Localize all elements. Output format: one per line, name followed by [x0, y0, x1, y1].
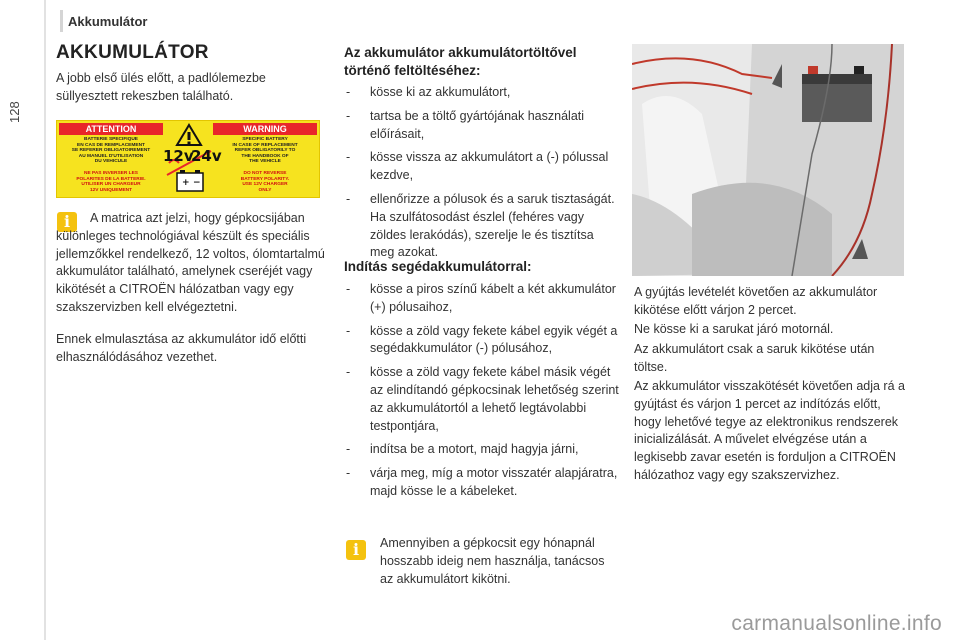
info-note-battery: A matrica azt jelzi, hogy gépkocsijában különleges technológiával készült és speciális jellemzőkkel rendelkező, 12 voltos, ólomtartalmú akkumulátor található, amelynek cseréjét vagy kikötését a CITROËN hálózatban vagy egy szakszervizben kell elvégeztetni. [56, 211, 325, 314]
list-item: - kösse a piros színű kábelt a két akkumulátor (+) pólusaihoz, [346, 282, 616, 314]
list-item: - tartsa be a töltő gyártójának használati előírásait, [346, 108, 585, 141]
label-24v: 24v [191, 147, 222, 165]
list-item: - kösse a zöld vagy fekete kábel másik végét az elindítandó gépkocsinak lehetőség szerint az akkumulátortól a lehető legtávolabbi testpontjára, [346, 365, 619, 433]
right-para-3: Az akkumulátort csak a saruk kikötése után töltse. [634, 342, 875, 374]
battery-warning-label [56, 120, 320, 198]
list-dash: - [346, 282, 351, 296]
list-item: - várja meg, míg a motor visszatér alapjáratra, majd kösse le a kábeleket. [346, 466, 618, 498]
label-fr-top: BATTERIE SPECIFIQUE EN CAS DE REMPLACEMENT SE REFERER OBLIGATOIREMENT AU MANUEL D'UTILISATION DU VEHICULE [71, 137, 151, 165]
info-icon: i [346, 540, 366, 560]
section-header: Akkumulátor [68, 14, 148, 29]
list-dash: - [346, 150, 351, 165]
list-dash: - [346, 108, 351, 123]
page-number: 128 [7, 101, 22, 123]
list-item: - kösse ki az akkumulátort, [344, 84, 616, 102]
info-icon: i [57, 212, 77, 232]
list-dash: - [346, 323, 351, 338]
list-dash: - [346, 442, 351, 457]
header-bar [60, 10, 63, 32]
charge-steps-list [344, 84, 616, 268]
svg-text:−: − [193, 178, 201, 188]
positive-terminal-icon [808, 66, 818, 74]
battery-jump-start-photo [632, 44, 904, 276]
label-en-top: SPECIFIC BATTERY IN CASE OF REPLACEMENT REFER OBLIGATORILY TO THE HANDBOOK OF THE VEHICLE [232, 137, 298, 165]
label-warning: WARNING [213, 123, 317, 135]
warning-text: Ennek elmulasztása az akkumulátor idő előtti elhasználódásához vezethet. [56, 332, 307, 364]
list-item: - indítsa be a motort, majd hagyja járni, [344, 441, 624, 459]
battery-illustration [632, 44, 904, 276]
battery-location-text: A jobb első ülés előtt, a padlólemezbe süllyesztett rekeszben található. [56, 71, 266, 103]
right-para-4: Az akkumulátor visszakötését követően adja rá a gyújtást és várjon 1 percet az indítózás előtt, hogy lehetővé tegye az elektronikus rendszerek inicializálását. A művelet elvégzése után a legkisebb zavar esetén is forduljon a CITROËN hálózathoz vagy egy szakszervizhez. [634, 379, 905, 482]
jump-start-section-title: Indítás segédakkumulátorral: [344, 259, 532, 274]
list-dash: - [346, 466, 351, 481]
negative-terminal-icon [854, 66, 864, 74]
label-en-bottom: DO NOT REVERSE BATTERY POLARITY. USE 12V CHARGER ONLY [240, 171, 290, 193]
list-dash: - [346, 365, 351, 380]
charge-section-title: Az akkumulátor akkumulátortöltővel történő feltöltéséhez: [344, 45, 577, 78]
info-note-storage: Amennyiben a gépkocsit egy hónapnál hosszabb ideig nem használja, tanácsos az akkumulátort kikötni. [380, 536, 605, 586]
margin-rule [44, 0, 46, 640]
jump-start-steps-list [344, 281, 624, 507]
list-item: - ellenőrizze a pólusok és a saruk tisztaságát. Ha szulfátosodást észlel (fehéres vagy zöldes lerakódás), szerelje le és tisztítsa meg azokat. [346, 191, 615, 260]
list-item: - kösse a zöld vagy fekete kábel egyik végét a segédakkumulátor (-) pólusához, [346, 323, 618, 356]
list-dash: - [346, 85, 351, 99]
list-dash: - [346, 191, 351, 206]
right-para-2: Ne kösse ki a sarukat járó motornál. [634, 322, 834, 336]
list-item: - kösse vissza az akkumulátort a (-) pólussal kezdve, [346, 150, 609, 183]
page-title: AKKUMULÁTOR [56, 42, 209, 63]
label-attention: ATTENTION [59, 123, 163, 135]
label-12v: 12v [163, 147, 194, 165]
svg-text:+: + [182, 178, 190, 188]
label-fr-bottom: NE PAS INVERSER LES POLARITES DE LA BATTERIE. UTILISER UN CHARGEUR 12V UNIQUEMENT [76, 171, 146, 193]
right-para-1: A gyújtás levételét követően az akkumulátor kikötése előtt várjon 2 percet. [634, 285, 878, 317]
watermark: carmanualsonline.info [731, 612, 942, 635]
